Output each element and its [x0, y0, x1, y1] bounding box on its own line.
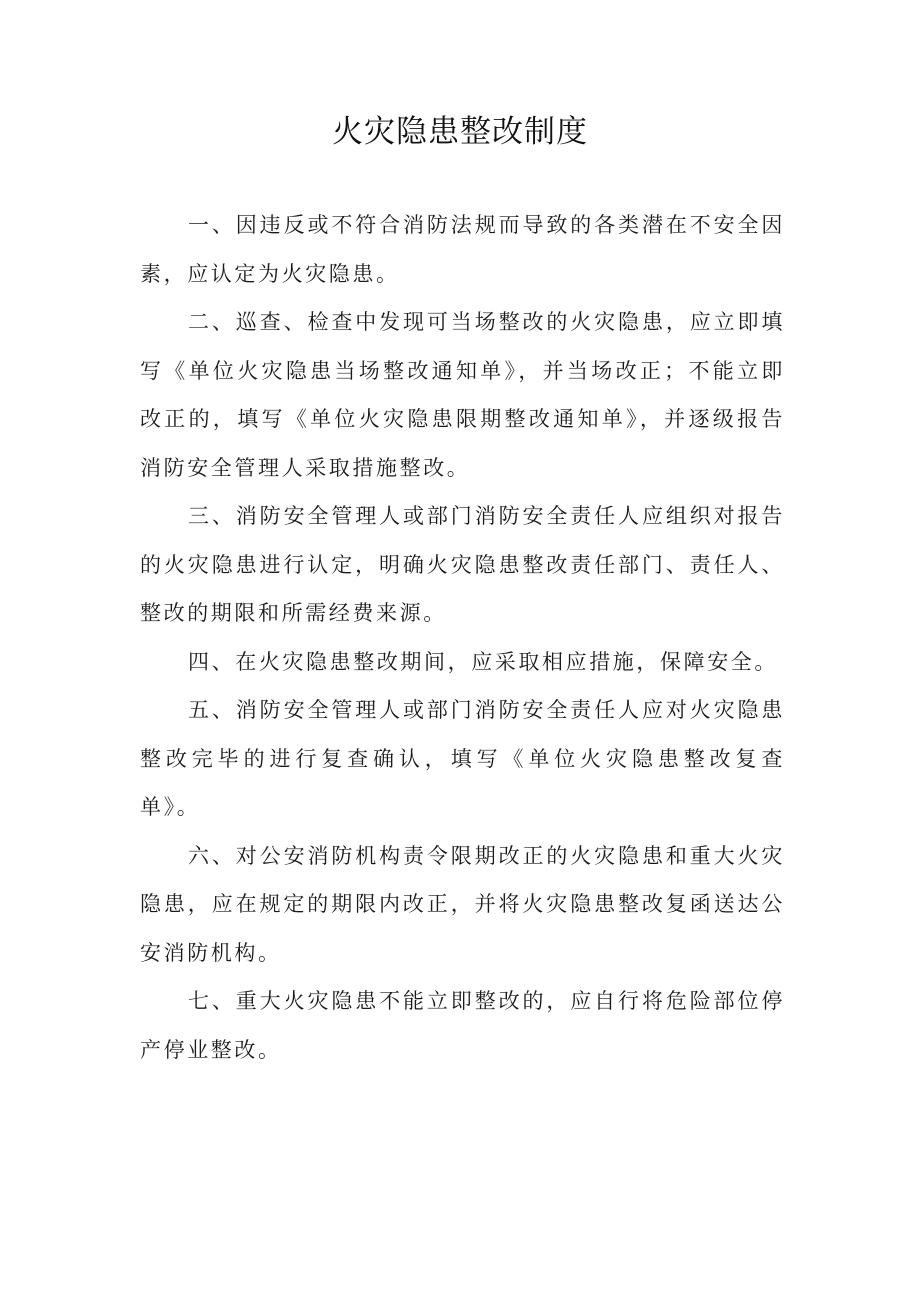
document-title: 火灾隐患整改制度 — [332, 114, 588, 150]
paragraph-5: 五、消防安全管理人或部门消防安全责任人应对火灾隐患整改完毕的进行复查确认，填写《单位火灾隐患整改复查单》。 — [140, 698, 785, 819]
paragraph-4: 四、在火灾隐患整改期间，应采取相应措施，保障安全。 — [188, 649, 778, 674]
paragraph-1: 一、因违反或不符合消防法规而导致的各类潜在不安全因素，应认定为火灾隐患。 — [140, 213, 785, 286]
paragraph-6: 六、对公安消防机构责令限期改正的火灾隐患和重大火灾隐患，应在规定的期限内改正，并将火灾隐患整改复函送达公安消防机构。 — [140, 843, 785, 965]
paragraph-3: 三、消防安全管理人或部门消防安全责任人应组织对报告的火灾隐患进行认定，明确火灾隐患整改责任部门、责任人、整改的期限和所需经费来源。 — [140, 504, 785, 625]
document-body — [140, 201, 785, 1074]
paragraph-7: 七、重大火灾隐患不能立即整改的，应自行将危险部位停产停业整改。 — [140, 989, 785, 1062]
paragraph-2: 二、巡查、检查中发现可当场整改的火灾隐患，应立即填写《单位火灾隐患当场整改通知单》，并当场改正；不能立即改正的，填写《单位火灾隐患限期整改通知单》，并逐级报告消防安全管理人采取措施整改。 — [140, 310, 785, 480]
